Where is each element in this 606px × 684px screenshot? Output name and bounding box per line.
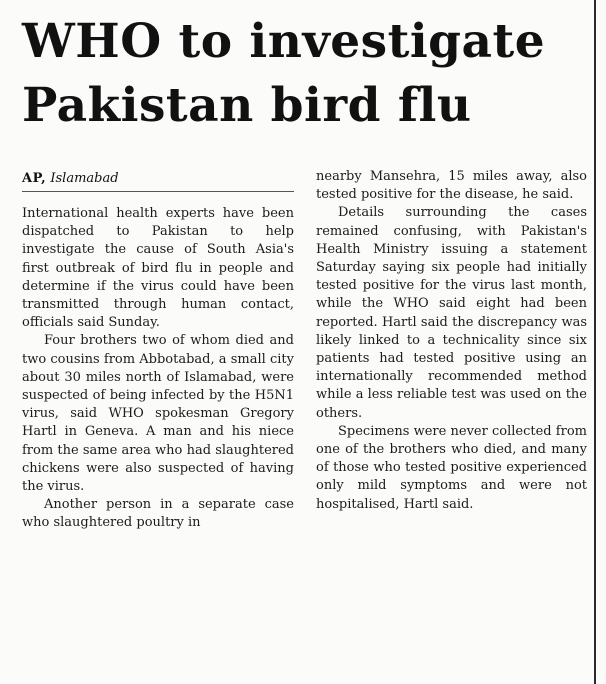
paragraph: Details surrounding the cases remained confusing, with Pakistan's Health Ministry issuing a statement Saturday saying six people had initially tested positive for the virus last month, while the WHO said eight had been reported. Hartl said the discrepancy was likely linked to a technicality since six patients had tested positive using an internationally recommended method while a less reliable test was used on the others. bbox=[316, 205, 587, 421]
headline-line-2: Pakistan bird flu bbox=[22, 78, 472, 133]
headline-line-1: WHO to investigate bbox=[22, 14, 546, 69]
paragraph: Specimens were never collected from one of the brothers who died, and many of those who tested positive experienced only mild symptoms and were not hospitalised, Hartl said. bbox=[316, 423, 587, 512]
column-rule bbox=[594, 0, 596, 684]
byline-agency: AP, bbox=[22, 171, 47, 186]
paragraph: International health experts have been dispatched to Pakistan to help investigate the cause of South Asia's first outbreak of bird flu in people and determine if the virus could have been transmitted through human contact, officials said Sunday. bbox=[22, 206, 294, 331]
paragraph: nearby Mansehra, 15 miles away, also tested positive for the disease, he said. bbox=[316, 169, 587, 203]
byline-divider bbox=[22, 191, 294, 192]
byline-place: Islamabad bbox=[50, 171, 119, 186]
paragraph: Four brothers two of whom died and two cousins from Abbotabad, a small city about 30 miles north of Islamabad, were suspected of being infected by the H5N1 virus, said WHO spokesman Gregory Hartl in Geneva. A man and his niece from the same area who had slaughtered chickens were also suspected of having the virus. bbox=[22, 333, 294, 495]
paragraph: Another person in a separate case who slaughtered poultry in bbox=[22, 497, 294, 531]
byline bbox=[22, 171, 294, 187]
article-column-left bbox=[22, 205, 294, 533]
article-column-right bbox=[316, 168, 587, 514]
headline bbox=[22, 10, 588, 138]
